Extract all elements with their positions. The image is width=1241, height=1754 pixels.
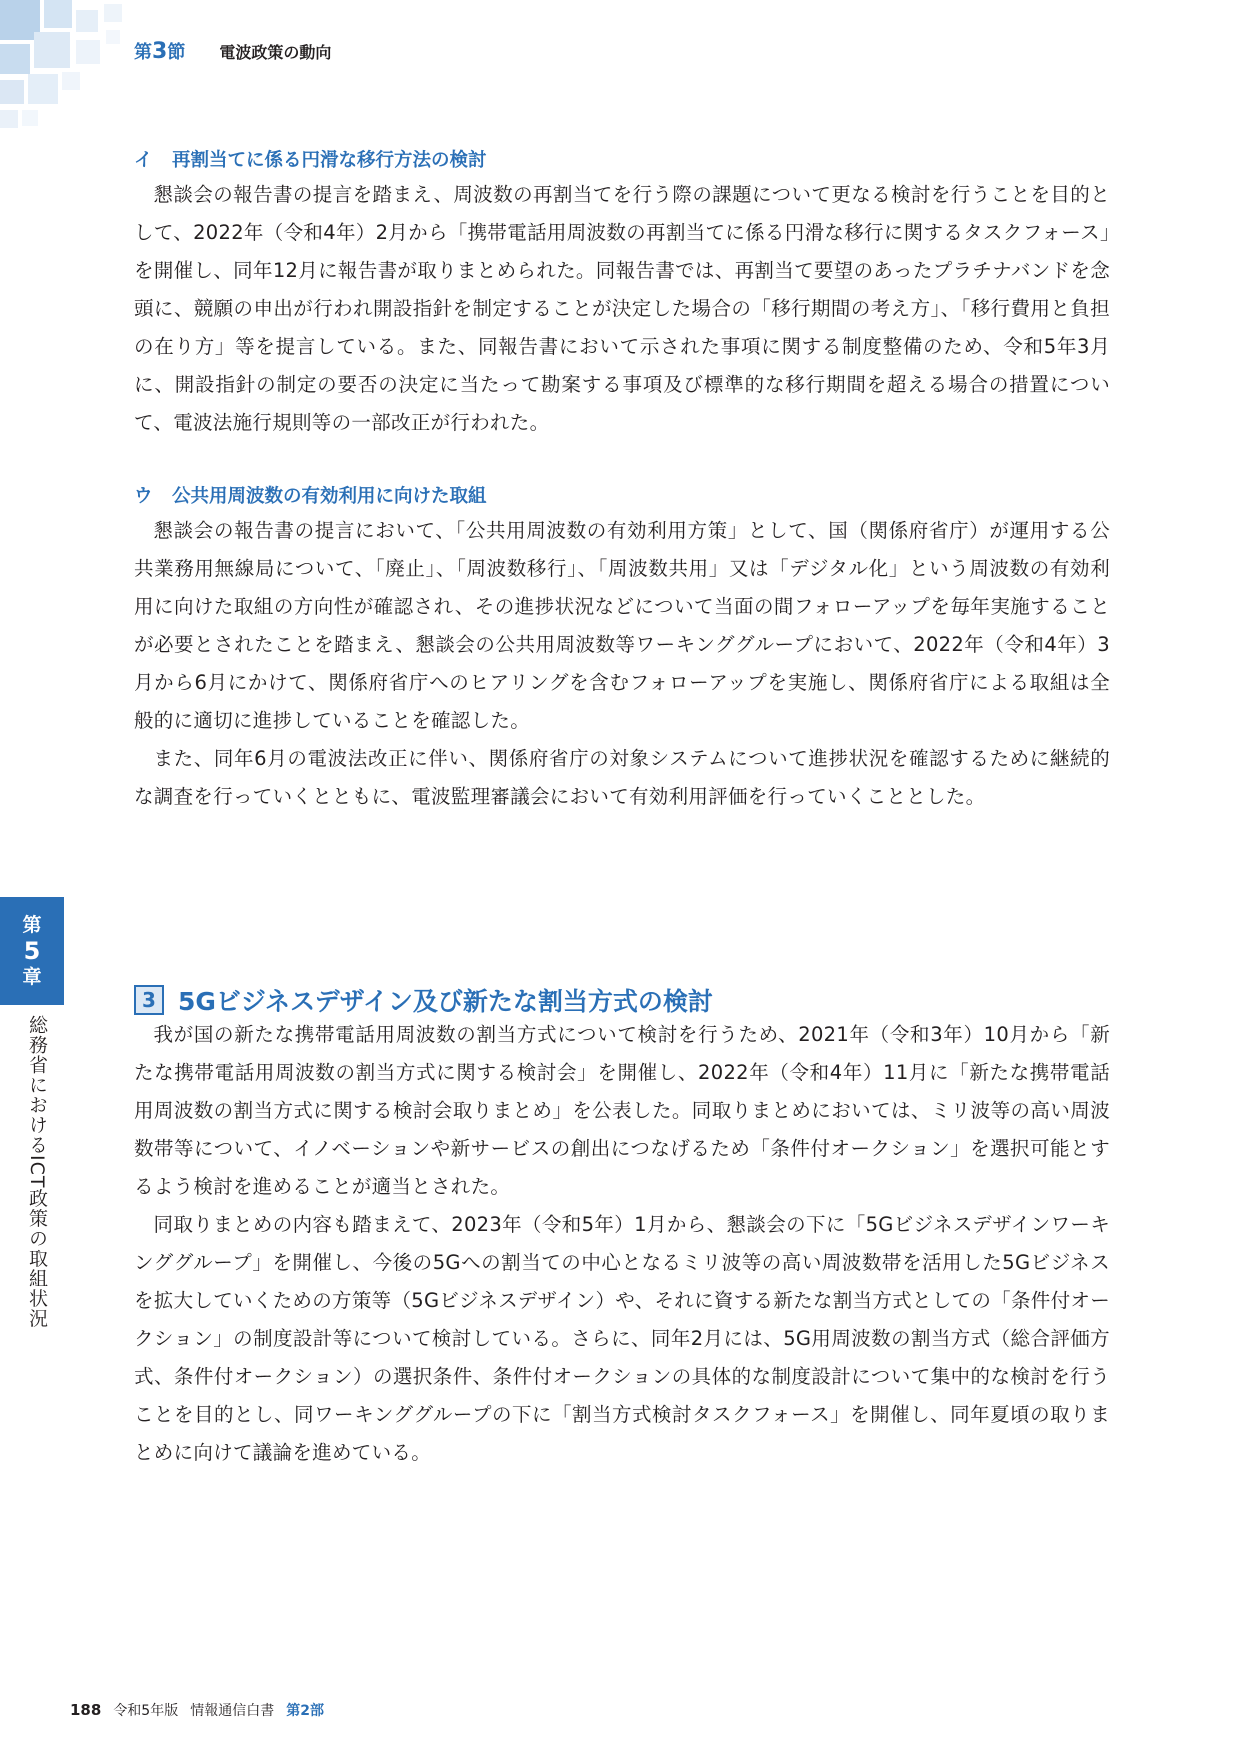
chapter-tab-suffix: 章 bbox=[22, 966, 42, 988]
corner-decoration bbox=[0, 0, 190, 150]
section-heading-title: 5Gビジネスデザイン及び新たな割当方式の検討 bbox=[178, 987, 713, 1016]
section-number bbox=[134, 38, 185, 64]
subsection-kana: イ bbox=[134, 150, 153, 171]
paragraph: 同取りまとめの内容も踏まえて、2023年（令和5年）1月から、懇談会の下に「5Gビジネスデザインワーキンググループ」を開催し、今後の5Gへの割当ての中心となるミリ波等の高い周波数帯を活用した5Gビジネスを拡大していくための方策等（5Gビジネスデザイン）や、それに資する新たな割当方式としての「条件付オークション」の制度設計等について検討している。さらに、同年2月には、5G用周波数の割当方式（総合評価方式、条件付オークション）の選択条件、条件付オークションの具体的な制度設計について集中的な検討を行うことを目的とし、同ワーキンググループの下に「割当方式検討タスクフォース」を開催し、同年夏頃の取りまとめに向けて議論を進めている。 bbox=[134, 1213, 1110, 1464]
part-label: 第2部 bbox=[286, 1703, 324, 1719]
section-title: 電波政策の動向 bbox=[219, 43, 332, 62]
paragraph: 懇談会の報告書の提言を踏まえ、周波数の再割当てを行う際の課題について更なる検討を行うことを目的として、2022年（令和4年）2月から「携帯電話用周波数の再割当てに係る円滑な移行に関するタスクフォース」を開催し、同年12月に報告書が取りまとめられた。同報告書では、再割当て要望のあったプラチナバンドを念頭に、競願の申出が行われ開設指針を制定することが決定した場合の「移行期間の考え方」、「移行費用と負担の在り方」等を提言している。また、同報告書において示された事項に関する制度整備のため、令和5年3月に、開設指針の制定の要否の決定に当たって勘案する事項及び標準的な移行期間を超える場合の措置について、電波法施行規則等の一部改正が行われた。 bbox=[134, 183, 1110, 434]
paragraph: また、同年6月の電波法改正に伴い、関係府省庁の対象システムについて進捗状況を確認するために継続的な調査を行っていくとともに、電波監理審議会において有効利用評価を行っていくこととした。 bbox=[134, 747, 1110, 808]
book-title: 情報通信白書 bbox=[190, 1703, 275, 1719]
section-number-value: 3 bbox=[152, 39, 168, 64]
section-label-prefix: 第 bbox=[134, 42, 152, 63]
subsection-title: 公共用周波数の有効利用に向けた取組 bbox=[172, 486, 487, 507]
running-header bbox=[134, 38, 331, 64]
chapter-tab-number: 5 bbox=[23, 937, 41, 965]
subsection-heading-u bbox=[134, 482, 487, 508]
paragraph: 懇談会の報告書の提言において、「公共用周波数の有効利用方策」として、国（関係府省庁）が運用する公共業務用無線局について、「廃止」、「周波数移行」、「周波数共用」又は「デジタル化」という周波数の有効利用に向けた取組の方向性が確認され、その進捗状況などについて当面の間フォローアップを毎年実施することが必要とされたことを踏まえ、懇談会の公共用周波数等ワーキンググループにおいて、2022年（令和4年）3月から6月にかけて、関係府省庁へのヒアリングを含むフォローアップを実施し、関係府省庁による取組は全般的に適切に進捗していることを確認した。 bbox=[134, 519, 1110, 732]
paragraph: 我が国の新たな携帯電話用周波数の割当方式について検討を行うため、2021年（令和3年）10月から「新たな携帯電話用周波数の割当方式に関する検討会」を開催し、2022年（令和4年）11月に「新たな携帯電話用周波数の割当方式に関する検討会取りまとめ」を公表した。同取りまとめにおいては、ミリ波等の高い周波数帯等について、イノベーションや新サービスの創出につなげるため「条件付オークション」を選択可能とするよう検討を進めることが適当とされた。 bbox=[134, 1023, 1110, 1198]
chapter-tab-prefix: 第 bbox=[22, 914, 42, 936]
publication-edition: 令和5年版 bbox=[113, 1703, 179, 1719]
subsection-title: 再割当てに係る円滑な移行方法の検討 bbox=[172, 150, 487, 171]
chapter-title-vertical: 総務省におけるICT政策の取組状況 bbox=[26, 1015, 48, 1329]
page-number: 188 bbox=[70, 1701, 102, 1719]
subsection-kana: ウ bbox=[134, 486, 153, 507]
section-number-box: 3 bbox=[134, 985, 164, 1015]
section-label-suffix: 節 bbox=[167, 42, 186, 63]
subsection-heading-i bbox=[134, 146, 487, 172]
chapter-tab bbox=[0, 897, 64, 1005]
section-heading bbox=[134, 982, 713, 1018]
page-footer bbox=[70, 1700, 324, 1720]
